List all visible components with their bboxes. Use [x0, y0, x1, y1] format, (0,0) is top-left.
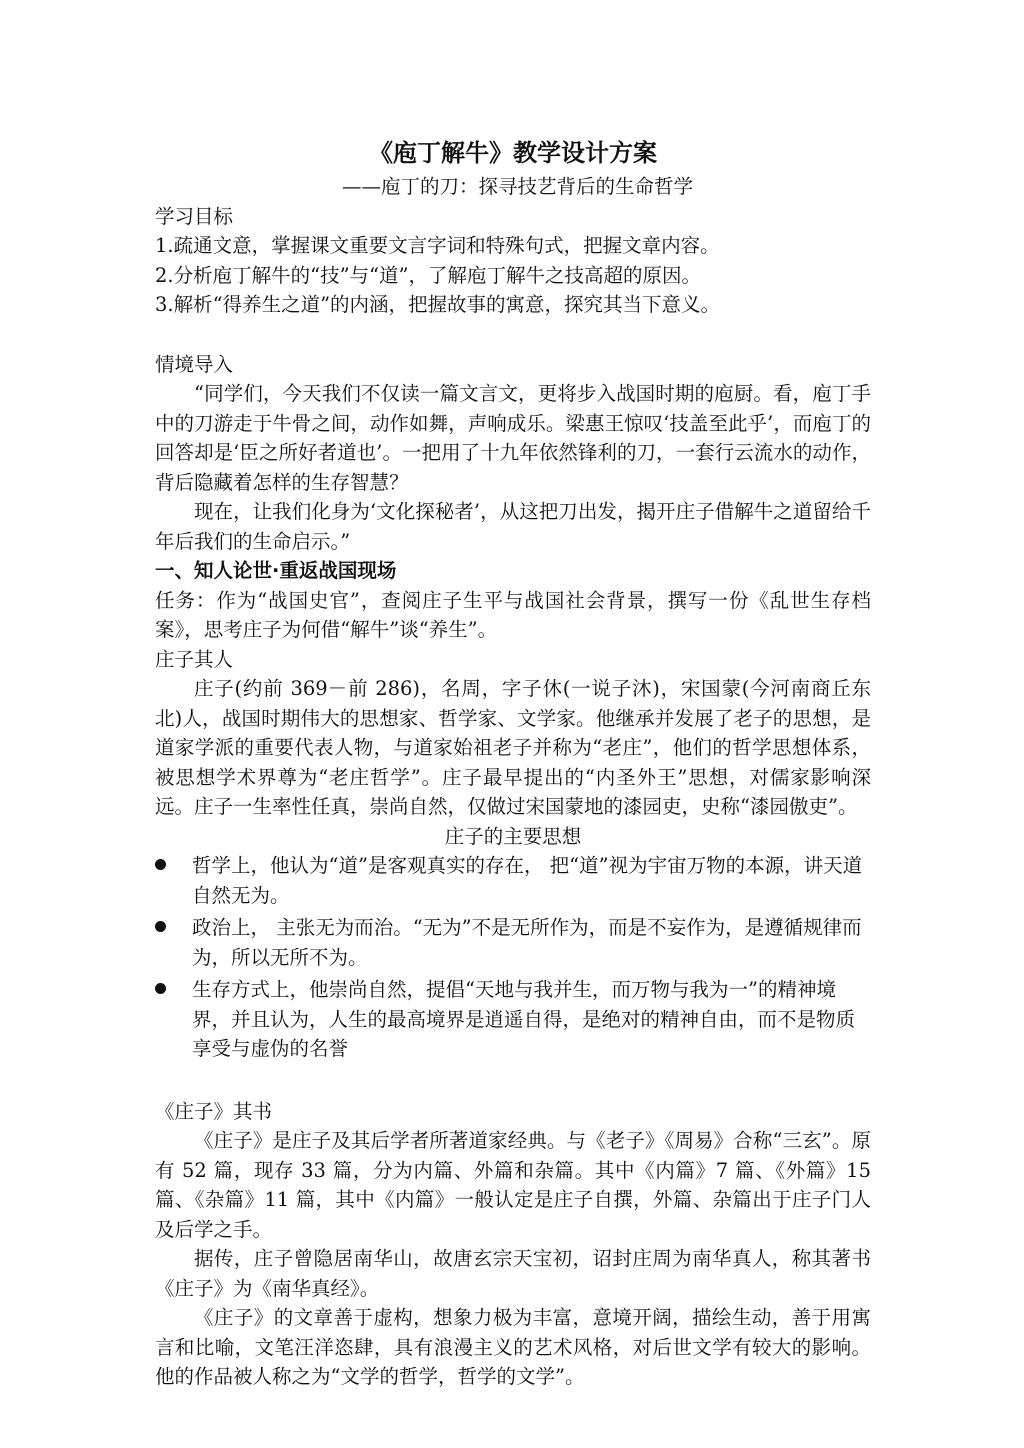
intro-heading: 情境导入 [155, 352, 234, 376]
person-heading: 庄子其人 [155, 647, 234, 671]
intro-paragraph: “同学们，今天我们不仅读一篇文言文，更将步入战国时期的庖厨。看，庖丁手中的刀游走于牛骨之间，动作如舞，声响成乐。梁惠王惊叹‘技盖至此乎’，而庖丁的回答却是‘臣之所好者道也’。一把用了十九年依然锋利的刀，一套行云流水的动作，背后隐藏着怎样的生存智慧？ [155, 382, 871, 494]
book-paragraph: 《庄子》是庄子及其后学者所著道家经典。与《老子》《周易》合称“三玄”。原有 52 篇，现存 33 篇，分为内篇、外篇和杂篇。其中《内篇》7 篇、《外篇》15 篇、《杂篇》11 篇，其中《内篇》一般认定是庄子自撰，外篇、杂篇出于庄子门人及后学之手。 [155, 1129, 871, 1241]
thought-text: 政治上， 主张无为而治。“无为”不是无所作为，而是不妄作为，是遵循规律而为，所以无所不为。 [192, 916, 862, 969]
thought-heading: 庄子的主要思想 [444, 824, 582, 848]
book-heading: 《庄子》其书 [155, 1099, 273, 1123]
section-heading: 一、知人论世·重返战国现场 [155, 559, 397, 582]
intro-paragraph: 现在，让我们化身为‘文化探秘者’，从这把刀出发，揭开庄子借解牛之道留给千年后我们的生命启示。” [155, 500, 871, 553]
objective-item: 1.疏通文意，掌握课文重要文言字词和特殊句式，把握文章内容。 [155, 234, 720, 257]
book-paragraph: 据传，庄子曾隐居南华山，故唐玄宗天宝初，诏封庄周为南华真人，称其著书《庄子》为《南华真经》。 [155, 1247, 871, 1300]
person-paragraph: 庄子(约前 369－前 286)，名周，字子休(一说子沐)，宋国蒙(今河南商丘东北)人，战国时期伟大的思想家、哲学家、文学家。他继承并发展了老子的思想，是道家学派的重要代表人物，与道家始祖老子并称为“老庄”，他们的哲学思想体系，被思想学术界尊为“老庄哲学”。庄子最早提出的“内圣外王”思想，对儒家影响深远。庄子一生率性任真，崇尚自然，仅做过宋国蒙地的漆园吏，史称“漆园傲吏”。 [155, 677, 871, 818]
thought-text: 生存方式上，他崇尚自然，提倡“天地与我并生，而万物与我为一”的精神境界，并且认为，人生的最高境界是逍遥自得，是绝对的精神自由，而不是物质享受与虚伪的名誉 [192, 978, 856, 1060]
objective-item: 2.分析庖丁解牛的“技”与“道”，了解庖丁解牛之技高超的原因。 [155, 263, 701, 287]
thought-text: 哲学上，他认为“道”是客观真实的存在， 把“道”视为宇宙万物的本源，讲天道自然无为。 [192, 854, 863, 907]
objectives-heading: 学习目标 [155, 204, 234, 228]
thought-item [155, 913, 871, 972]
document-page [155, 136, 871, 1392]
book-paragraph: 《庄子》的文章善于虚构，想象力极为丰富，意境开阔，描绘生动，善于用寓言和比喻，文笔汪洋恣肆，具有浪漫主义的艺术风格，对后世文学有较大的影响。他的作品被人称之为“文学的哲学，哲学的文学”。 [155, 1306, 871, 1388]
document-subtitle: ——庖丁的刀：探寻技艺背后的生命哲学 [341, 175, 693, 198]
bullet-icon [155, 859, 166, 870]
spacer [155, 1067, 871, 1097]
thought-list [155, 851, 871, 1064]
objective-item: 3.解析“得养生之道”的内涵，把握故事的寓意，探究其当下意义。 [155, 293, 721, 316]
spacer [155, 320, 871, 350]
thought-item [155, 975, 871, 1064]
document-title: 《庖丁解牛》教学设计方案 [369, 139, 657, 167]
bullet-icon [155, 921, 166, 932]
bullet-icon [155, 983, 166, 994]
thought-item [155, 851, 871, 910]
task-text: 任务：作为“战国史官”，查阅庄子生平与战国社会背景，撰写一份《乱世生存档案》，思考庄子为何借“解牛”谈“养生”。 [155, 588, 871, 641]
